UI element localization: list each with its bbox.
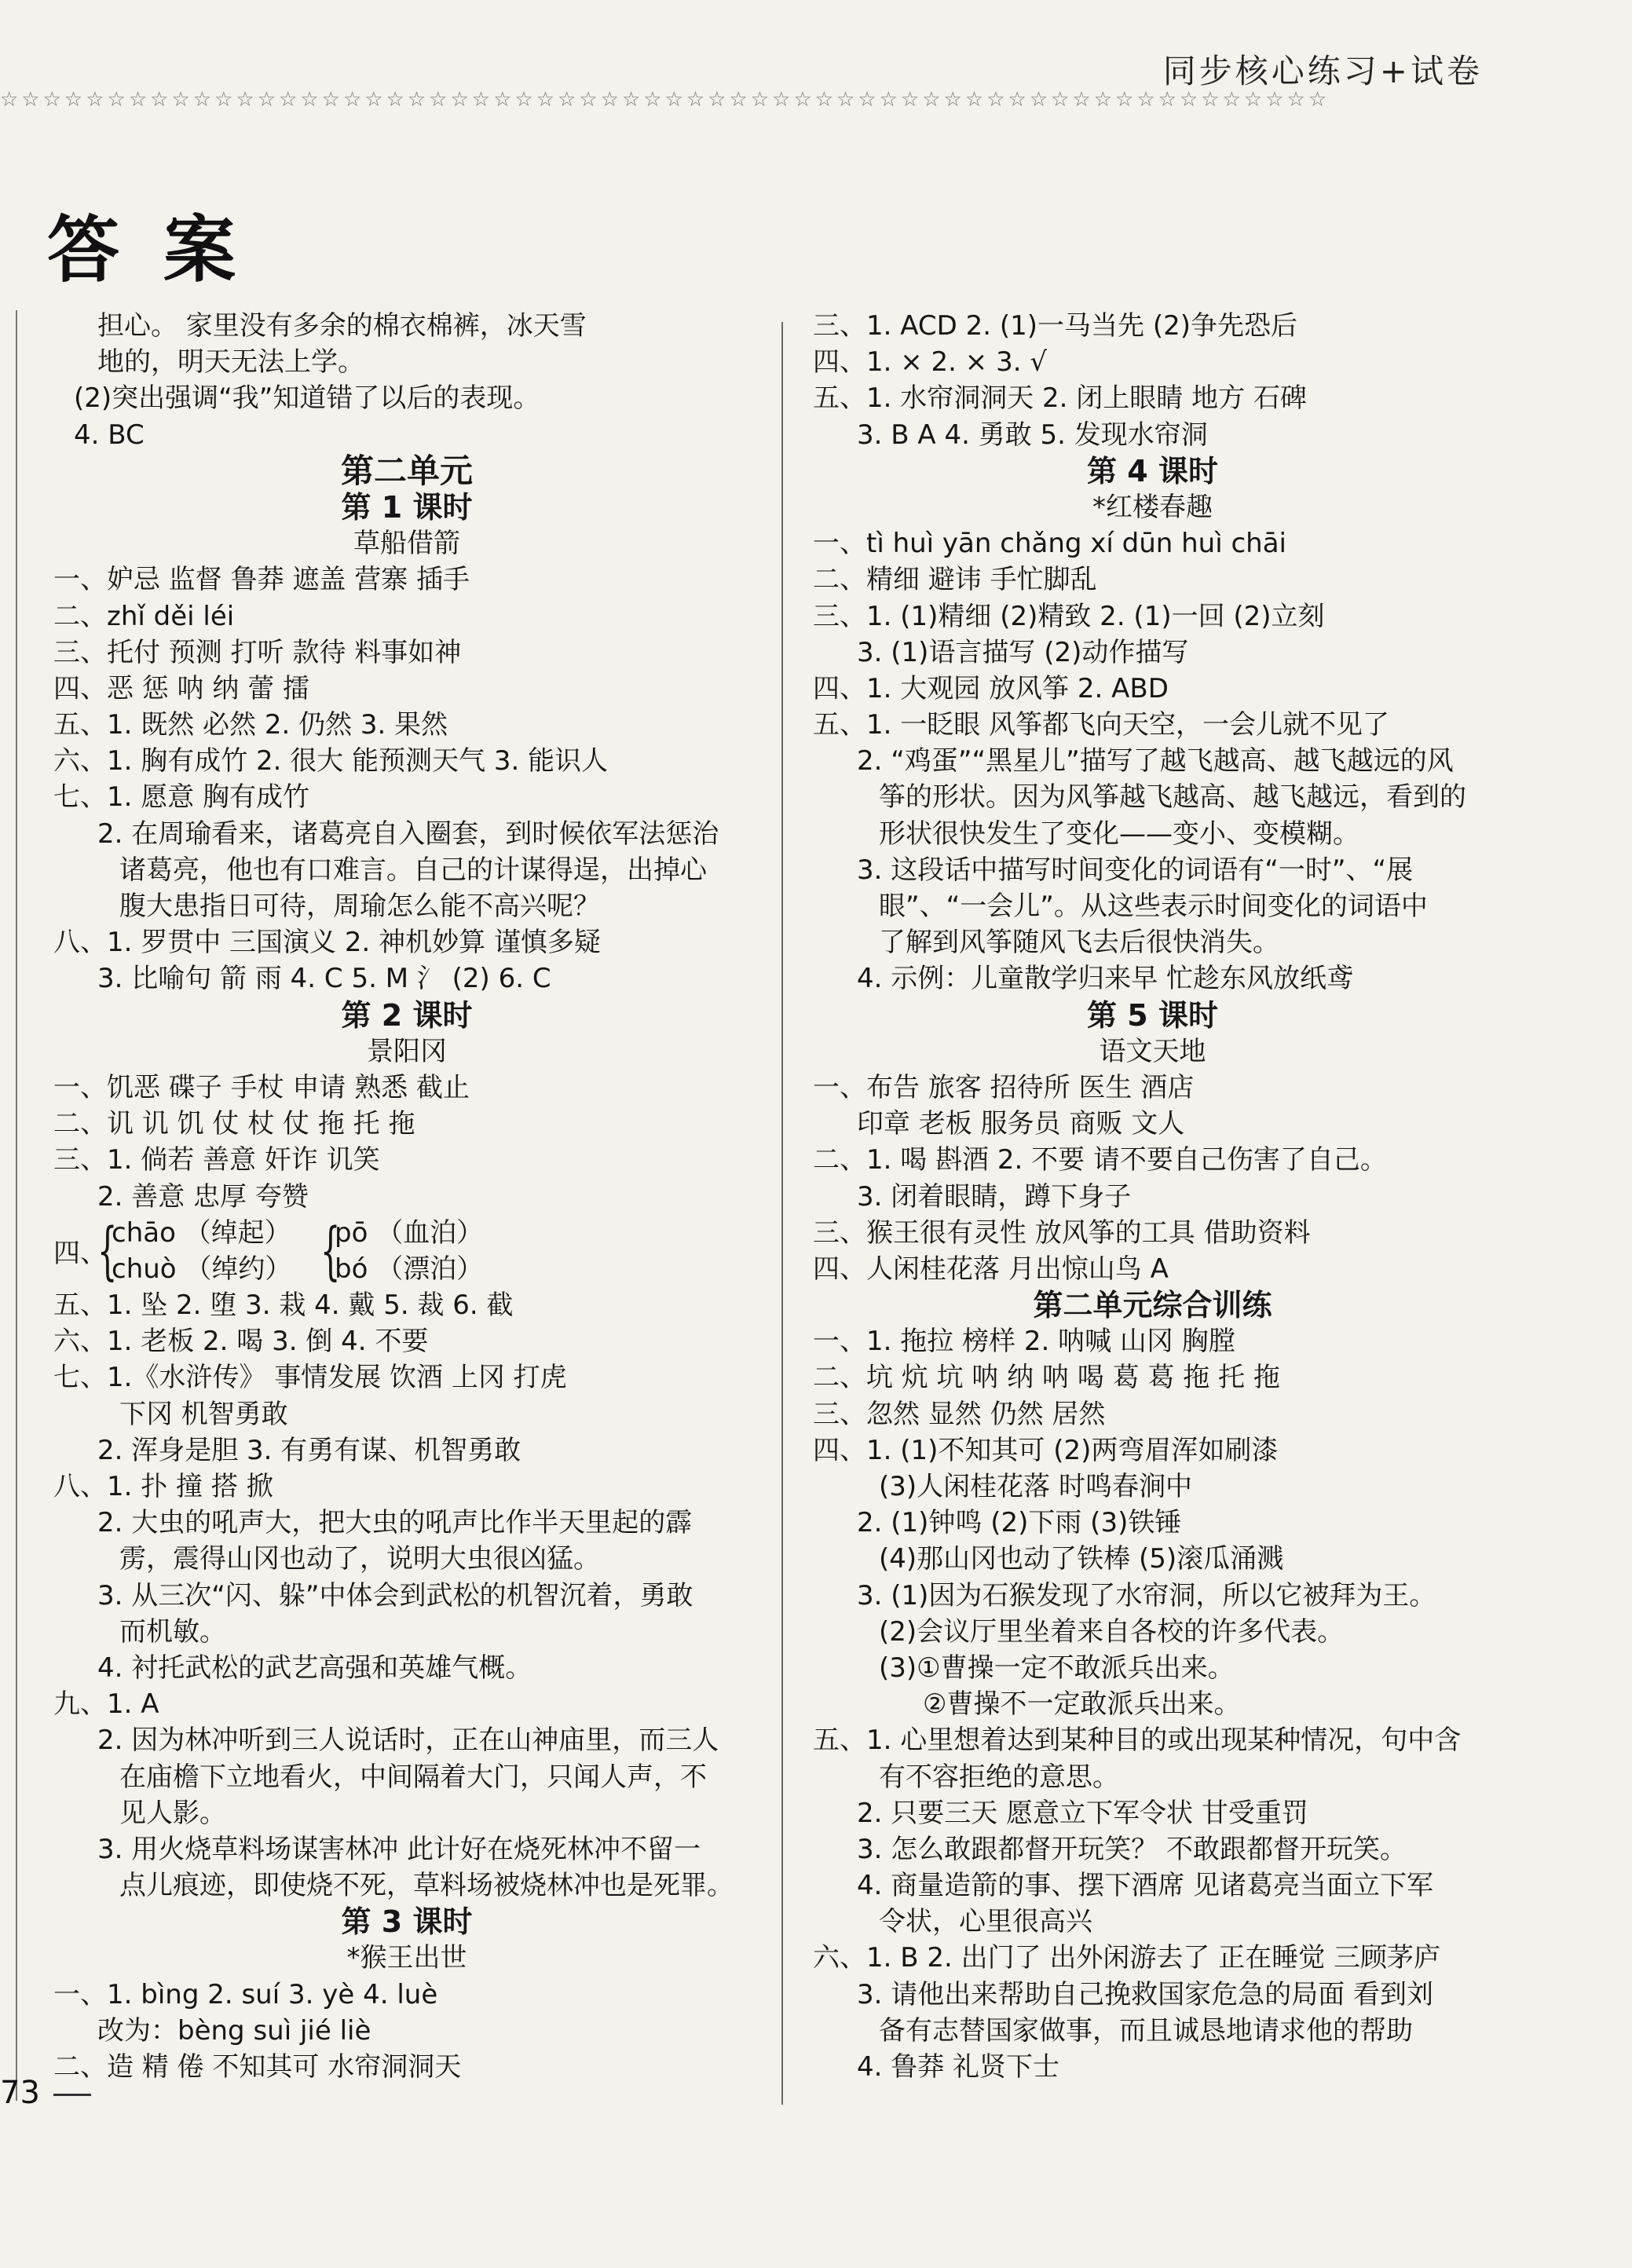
- pinyin-entry: chāo （绰起）: [112, 1216, 291, 1249]
- answer-line: 四、1. × 2. × 3. √: [813, 346, 1047, 379]
- answer-line: 三、托付 预测 打听 款待 料事如神: [53, 636, 462, 668]
- answer-line: 三、1. (1)精细 (2)精致 2. (1)一回 (2)立刻: [813, 600, 1325, 632]
- margin-line: [16, 310, 17, 2101]
- answer-line: 二、zhǐ děi léi: [53, 600, 235, 632]
- answer-line: 2. 在周瑜看来，诸葛亮自入圈套，到时候依军法惩治: [97, 818, 719, 850]
- right-column: [813, 308, 1492, 2085]
- answer-line: (3)人闲桂花落 时鸣春涧中: [879, 1471, 1192, 1502]
- answer-line: 4. 衬托武松的武艺高强和英雄气概。: [97, 1652, 532, 1684]
- answer-line: 四、恶 惩 呐 纳 蕾 擂: [53, 672, 310, 704]
- answer-line: 一、饥恶 碟子 手杖 申请 熟悉 截止: [53, 1071, 470, 1103]
- answer-line: 二、坑 炕 坑 呐 纳 呐 喝 葛 葛 拖 托 拖: [813, 1362, 1280, 1394]
- answer-line: 四、1. (1)不知其可 (2)两弯眉浑如刷漆: [813, 1434, 1279, 1466]
- unit-heading: 第二单元: [340, 451, 473, 490]
- answer-line: 六、1. 老板 2. 喝 3. 倒 4. 不要: [53, 1326, 429, 1358]
- answer-line: 五、1. 一眨眼 风筝都飞向天空，一会儿就不见了: [813, 709, 1390, 741]
- lesson-title: 语文天地: [1099, 1035, 1206, 1067]
- lesson-heading: 第 4 课时: [1087, 453, 1218, 488]
- answer-line: 筝的形状。因为风筝越飞越高、越飞越远，看到的: [879, 781, 1466, 814]
- brace-icon: {: [97, 1213, 118, 1287]
- answer-line: 3. B A 4. 勇敢 5. 发现水帘洞: [857, 419, 1208, 451]
- answer-line: 改为：bèng suì jié liè: [97, 2014, 371, 2047]
- answer-line: (2)突出强调“我”知道错了以后的表现。: [74, 382, 540, 415]
- answer-line: (4)那山冈也动了铁棒 (5)滚瓜涌溅: [879, 1543, 1284, 1575]
- answer-line: 3. 从三次“闪、躲”中体会到武松的机智沉着，勇敢: [97, 1579, 693, 1611]
- answer-line: 雳，震得山冈也动了，说明大虫很凶猛。: [119, 1543, 600, 1575]
- answer-line: 3. 用火烧草料场谋害林冲 此计好在烧死林冲不留一: [97, 1833, 701, 1865]
- pinyin-entry: chuò （绰约）: [112, 1253, 292, 1285]
- answer-line: 形状很快发生了变化——变小、变模糊。: [879, 818, 1359, 850]
- page-number-dash: [53, 2094, 91, 2096]
- answer-line: 见人影。: [119, 1797, 226, 1829]
- answer-line: 地的，明天无法上学。: [97, 346, 364, 379]
- answer-line: 4. BC: [74, 419, 145, 451]
- answer-line: 五、1. 心里想着达到某种目的或出现某种情况，句中含: [813, 1725, 1462, 1757]
- answer-line: 下冈 机智勇敢: [119, 1398, 288, 1430]
- answer-line: 六、1. B 2. 出门了 出外闲游去了 正在睡觉 三顾茅庐: [813, 1942, 1441, 1974]
- page-title: 答案: [47, 207, 280, 292]
- answer-line: 一、1. bìng 2. suí 3. yè 4. luè: [53, 1978, 438, 2010]
- answer-line: 四、1. 大观园 放风筝 2. ABD: [813, 672, 1169, 704]
- column-divider: [781, 322, 783, 2105]
- answer-line: 令状，心里很高兴: [879, 1906, 1092, 1938]
- answer-line: 3. 闭着眼睛，蹲下身子: [857, 1180, 1132, 1213]
- answer-line: 2. 大虫的吼声大，把大虫的吼声比作半天里起的霹: [97, 1507, 693, 1539]
- answer-line: 二、讥 讥 饥 仗 杖 仗 拖 托 拖: [53, 1108, 415, 1140]
- item-label: 四、: [53, 1238, 107, 1270]
- answer-line: 3. 请他出来帮助自己挽救国家危急的局面 看到刘: [857, 1978, 1434, 2010]
- answer-line: 了解到风筝随风飞去后很快消失。: [879, 927, 1279, 959]
- answer-line: 4. 示例：儿童散学归来早 忙趁东风放纸鸢: [857, 963, 1354, 995]
- lesson-heading: 第 3 课时: [341, 1904, 473, 1940]
- left-column: [53, 308, 760, 2085]
- answer-line: 五、1. 既然 必然 2. 仍然 3. 果然: [53, 709, 448, 741]
- answer-line: ②曹操不一定敢派兵出来。: [923, 1688, 1241, 1721]
- answer-line: 有不容拒绝的意思。: [879, 1761, 1119, 1793]
- lesson-heading: 第 5 课时: [1087, 997, 1218, 1033]
- answer-line: 一、布告 旅客 招待所 医生 酒店: [813, 1071, 1195, 1103]
- answer-line: 2. 因为林冲听到三人说话时，正在山神庙里，而三人: [97, 1725, 719, 1757]
- answer-line: (2)会议厅里坐着来自各校的许多代表。: [879, 1615, 1345, 1648]
- star-divider: ☆☆☆☆☆☆☆☆☆☆☆☆☆☆☆☆☆☆☆☆☆☆☆☆☆☆☆☆☆☆☆☆☆☆☆☆☆☆☆☆☆☆☆☆☆☆☆☆☆☆☆☆☆☆☆☆☆☆☆☆☆☆: [0, 88, 1330, 112]
- answer-line: 八、1. 扑 撞 搭 掀: [53, 1471, 273, 1503]
- answer-line: 腹大患指日可待，周瑜怎么能不高兴呢？: [119, 891, 600, 922]
- answer-line: 2. 浑身是胆 3. 有勇有谋、机智勇敢: [97, 1434, 521, 1466]
- lesson-heading: 第 1 课时: [341, 489, 473, 525]
- answer-line: (3)①曹操一定不敢派兵出来。: [879, 1652, 1235, 1684]
- answer-line: 4. 鲁莽 礼贤下士: [857, 2051, 1060, 2083]
- answer-line: 三、1. 倘若 善意 奸诈 讥笑: [53, 1144, 380, 1176]
- answer-line: 2. (1)钟鸣 (2)下雨 (3)铁锤: [857, 1507, 1182, 1539]
- lesson-title: *红楼春趣: [1092, 491, 1213, 523]
- answer-line: 一、1. 拖拉 榜样 2. 呐喊 山冈 胸膛: [813, 1326, 1235, 1358]
- answer-line: 3. 比喻句 箭 雨 4. C 5. M 氵 (2) 6. C: [97, 963, 551, 995]
- answer-line: 四、人闲桂花落 月出惊山鸟 A: [813, 1253, 1169, 1285]
- answer-line: 担心。 家里没有多余的棉衣棉裤，冰天雪: [97, 310, 587, 342]
- answer-line: 七、1.《水浒传》 事情发展 饮酒 上冈 打虎: [53, 1362, 567, 1394]
- answer-line: 五、1. 水帘洞洞天 2. 闭上眼睛 地方 石碑: [813, 382, 1307, 415]
- lesson-heading: 第 2 课时: [341, 997, 473, 1033]
- answer-line: 2. “鸡蛋”“黑星儿”描写了越飞越高、越飞越远的风: [857, 745, 1454, 777]
- page-number: 73: [0, 2075, 40, 2111]
- answer-line: 印章 老板 服务员 商贩 文人: [857, 1108, 1185, 1140]
- answer-line: 五、1. 坠 2. 堕 3. 栽 4. 戴 5. 裁 6. 截: [53, 1289, 514, 1322]
- pinyin-entry: pō （血泊）: [335, 1216, 484, 1249]
- answer-line: 3. 怎么敢跟都督开玩笑？ 不敢跟都督开玩笑。: [857, 1833, 1407, 1865]
- pinyin-brace-group: [53, 1215, 760, 1287]
- brace-icon: {: [320, 1213, 341, 1287]
- header-title: 同步核心练习+试卷: [1162, 52, 1483, 90]
- lesson-title: 景阳冈: [367, 1035, 447, 1067]
- lesson-title: 草船借箭: [353, 528, 460, 560]
- answer-line: 七、1. 愿意 胸有成竹: [53, 781, 310, 814]
- pinyin-entry: bó （漂泊）: [335, 1253, 484, 1285]
- answer-line: 一、tì huì yān chǎng xí dūn huì chāi: [813, 528, 1287, 560]
- answer-line: 一、妒忌 监督 鲁莽 遮盖 营寨 插手: [53, 564, 470, 596]
- answer-line: 三、忽然 显然 仍然 居然: [813, 1398, 1106, 1430]
- answer-line: 3. (1)语言描写 (2)动作描写: [857, 636, 1189, 668]
- answer-line: 九、1. A: [53, 1688, 159, 1721]
- answer-line: 二、精细 避讳 手忙脚乱: [813, 564, 1097, 596]
- answer-line: 点儿痕迹，即使烧不死，草料场被烧林冲也是死罪。: [119, 1870, 734, 1902]
- answer-line: 3. (1)因为石猴发现了水帘洞，所以它被拜为王。: [857, 1579, 1436, 1611]
- lesson-title: *猴王出世: [346, 1942, 467, 1974]
- answer-line: 备有志替国家做事，而且诚恳地请求他的帮助: [879, 2014, 1413, 2047]
- answer-line: 在庙檐下立地看火，中间隔着大门，只闻人声，不: [119, 1761, 707, 1793]
- answer-line: 八、1. 罗贯中 三国演义 2. 神机妙算 谨慎多疑: [53, 927, 601, 959]
- answer-line: 六、1. 胸有成竹 2. 很大 能预测天气 3. 能识人: [53, 745, 609, 777]
- answer-line: 诸葛亮，他也有口难言。自己的计谋得逞，出掉心: [119, 854, 707, 886]
- answer-line: 二、1. 喝 斟酒 2. 不要 请不要自己伤害了自己。: [813, 1144, 1387, 1176]
- answer-line: 二、造 精 倦 不知其可 水帘洞洞天: [53, 2051, 462, 2083]
- answer-line: 2. 善意 忠厚 夸赞: [97, 1180, 309, 1213]
- section-heading: 第二单元综合训练: [1033, 1288, 1272, 1323]
- answer-line: 2. 只要三天 愿意立下军令状 甘受重罚: [857, 1797, 1308, 1829]
- answer-line: 眼”、“一会儿”。从这些表示时间变化的词语中: [879, 891, 1428, 922]
- answer-line: 三、猴王很有灵性 放风筝的工具 借助资料: [813, 1216, 1311, 1249]
- answer-line: 3. 这段话中描写时间变化的词语有“一时”、“展: [857, 854, 1414, 886]
- answer-line: 而机敏。: [119, 1615, 226, 1648]
- answer-line: 4. 商量造箭的事、摆下酒席 见诸葛亮当面立下军: [857, 1870, 1434, 1902]
- answer-line: 三、1. ACD 2. (1)一马当先 (2)争先恐后: [813, 310, 1298, 342]
